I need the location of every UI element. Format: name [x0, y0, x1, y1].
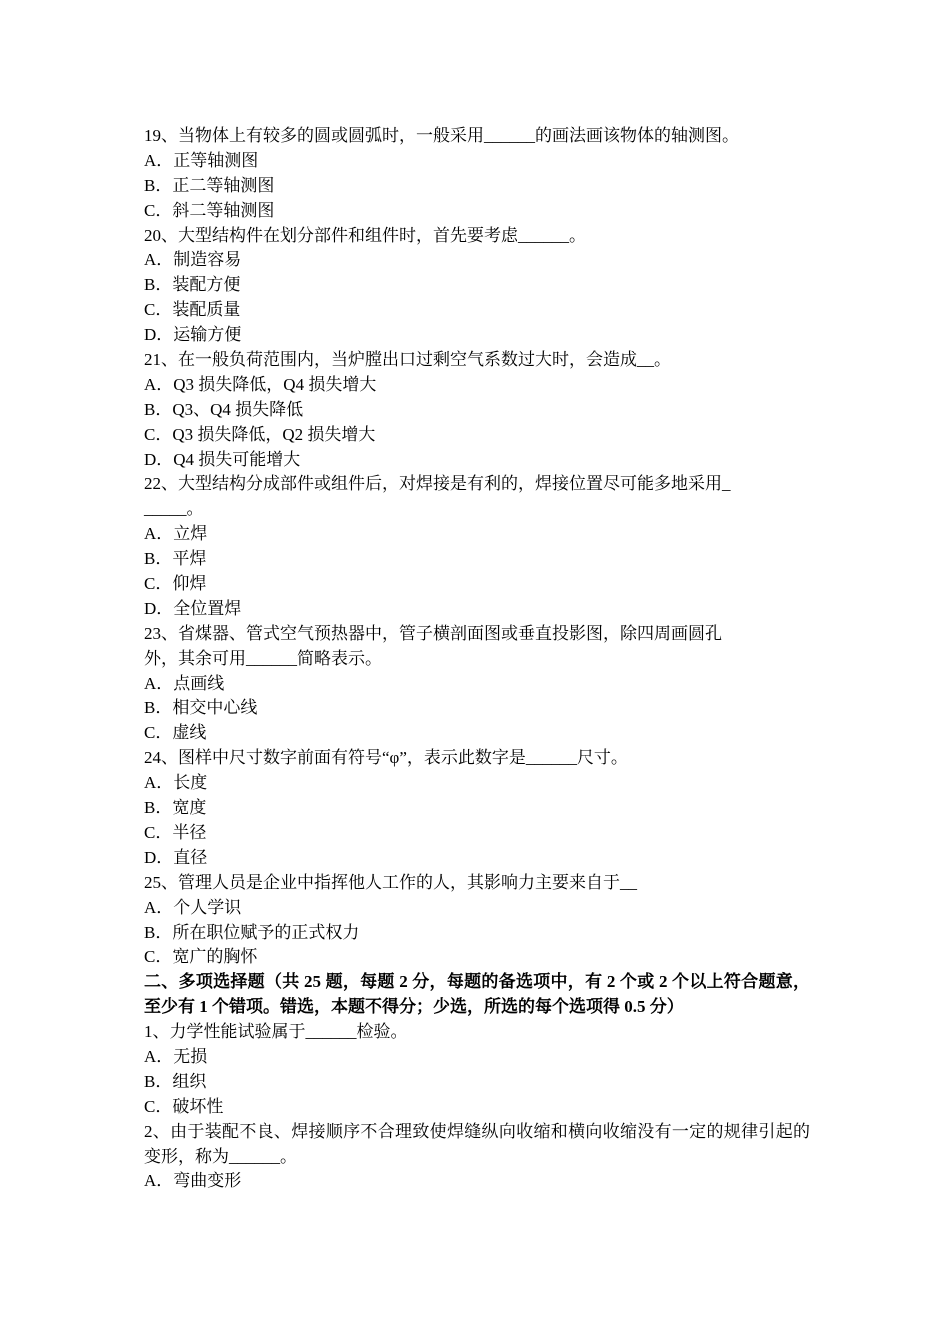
option-23-b: B．相交中心线 [144, 698, 258, 718]
option-21-b: B．Q3、Q4 损失降低 [144, 399, 304, 419]
option-19-b: B．正二等轴测图 [144, 175, 275, 195]
option-20-d: D．运输方便 [144, 325, 242, 345]
option-23-c: C．虚线 [144, 723, 207, 743]
question-20: 20、大型结构件在划分部件和组件时，首先要考虑______。 [144, 225, 586, 245]
question-m1: 1、力学性能试验属于______检验。 [144, 1022, 408, 1042]
document-page [144, 124, 810, 1194]
option-25-c: C．宽广的胸怀 [144, 947, 258, 967]
option-m1-c: C．破坏性 [144, 1096, 224, 1116]
option-24-b: B．宽度 [144, 798, 207, 818]
option-20-c: C．装配质量 [144, 300, 241, 320]
option-25-a: A．个人学识 [144, 897, 242, 917]
question-22-line-2: _____。 [144, 499, 204, 519]
question-23-line-1: 23、省煤器、管式空气预热器中，管子横剖面图或垂直投影图，除四周画圆孔 [144, 623, 722, 643]
option-m2-a: A．弯曲变形 [144, 1171, 242, 1191]
option-23-a: A．点画线 [144, 673, 225, 693]
option-24-c: C．半径 [144, 822, 207, 842]
question-22-line-1: 22、大型结构分成部件或组件后，对焊接是有利的，焊接位置尽可能多地采用_ [144, 474, 731, 494]
option-21-d: D．Q4 损失可能增大 [144, 449, 301, 469]
option-20-a: A．制造容易 [144, 250, 242, 270]
option-22-c: C．仰焊 [144, 574, 207, 594]
option-m1-b: B．组织 [144, 1071, 207, 1091]
option-22-a: A．立焊 [144, 524, 208, 544]
option-19-a: A．正等轴测图 [144, 150, 259, 170]
option-22-b: B．平焊 [144, 549, 207, 569]
section-heading-multiple-choice: 二、多项选择题（共 25 题，每题 2 分，每题的备选项中，有 2 个或 2 个以上符合题意，至少有 1 个错项。错选，本题不得分；少选，所选的每个选项得 0.5 分） [144, 972, 810, 1017]
question-19: 19、当物体上有较多的圆或圆弧时，一般采用______的画法画该物体的轴测图。 [144, 126, 739, 145]
option-20-b: B．装配方便 [144, 275, 241, 295]
option-21-a: A．Q3 损失降低，Q4 损失增大 [144, 374, 377, 394]
option-25-b: B．所在职位赋予的正式权力 [144, 922, 360, 942]
option-19-c: C．斜二等轴测图 [144, 200, 275, 220]
question-21: 21、在一般负荷范围内，当炉膛出口过剩空气系数过大时，会造成__。 [144, 350, 671, 370]
option-22-d: D．全位置焊 [144, 598, 242, 618]
question-25: 25、管理人员是企业中指挥他人工作的人，其影响力主要来自于__ [144, 872, 637, 892]
question-23-line-2: 外，其余可用______简略表示。 [144, 648, 382, 668]
option-24-d: D．直径 [144, 847, 208, 867]
option-m1-a: A．无损 [144, 1046, 208, 1066]
option-21-c: C．Q3 损失降低，Q2 损失增大 [144, 424, 376, 444]
option-24-a: A．长度 [144, 773, 208, 793]
question-24: 24、图样中尺寸数字前面有符号“φ”，表示此数字是______尺寸。 [144, 748, 628, 768]
question-m2: 2、由于装配不良、焊接顺序不合理致使焊缝纵向收缩和横向收缩没有一定的规律引起的变形，称为______。 [144, 1121, 810, 1166]
